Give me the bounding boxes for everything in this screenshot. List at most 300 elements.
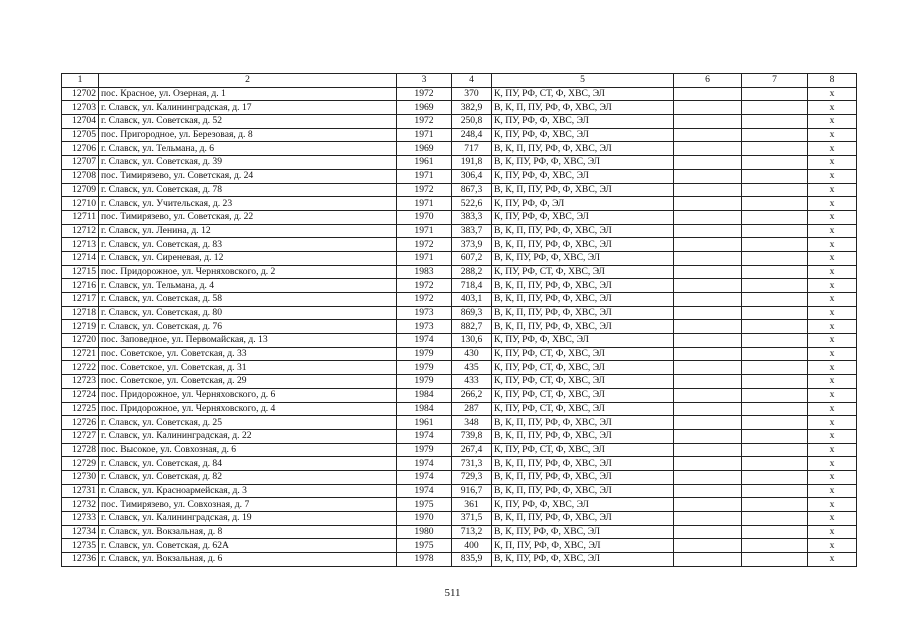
cell-col-8: х (808, 470, 857, 484)
cell-col-7 (742, 539, 808, 553)
cell-col-services: К, ПУ, РФ, СТ, Ф, ХВС, ЭЛ (492, 375, 674, 389)
cell-col-year: 1972 (397, 279, 452, 293)
cell-col-8: х (808, 334, 857, 348)
cell-col-address: г. Славск, ул. Советская, д. 58 (99, 293, 397, 307)
cell-col-year: 1971 (397, 224, 452, 238)
cell-col-6 (674, 429, 742, 443)
cell-col-area: 287 (452, 402, 492, 416)
cell-col-7 (742, 525, 808, 539)
cell-col-area: 916,7 (452, 484, 492, 498)
cell-col-area: 400 (452, 539, 492, 553)
cell-col-services: К, ПУ, РФ, СТ, Ф, ХВС, ЭЛ (492, 265, 674, 279)
cell-col-8: х (808, 224, 857, 238)
cell-col-services: В, К, П, ПУ, РФ, Ф, ХВС, ЭЛ (492, 101, 674, 115)
cell-col-services: К, ПУ, РФ, СТ, Ф, ХВС, ЭЛ (492, 388, 674, 402)
cell-col-number: 12717 (62, 293, 99, 307)
table-header-row (62, 74, 857, 88)
cell-col-6 (674, 142, 742, 156)
cell-col-8: х (808, 416, 857, 430)
table-row (62, 279, 857, 293)
table-row (62, 128, 857, 142)
cell-col-8: х (808, 251, 857, 265)
cell-col-address: г. Славск, ул. Калининградская, д. 19 (99, 512, 397, 526)
cell-col-number: 12735 (62, 539, 99, 553)
cell-col-6 (674, 251, 742, 265)
header-col-year: 3 (397, 74, 452, 88)
table-row (62, 101, 857, 115)
cell-col-7 (742, 320, 808, 334)
cell-col-8: х (808, 279, 857, 293)
table-row (62, 224, 857, 238)
cell-col-year: 1971 (397, 169, 452, 183)
cell-col-7 (742, 279, 808, 293)
cell-col-number: 12708 (62, 169, 99, 183)
cell-col-year: 1984 (397, 402, 452, 416)
table-row (62, 293, 857, 307)
cell-col-6 (674, 498, 742, 512)
cell-col-6 (674, 539, 742, 553)
cell-col-services: К, ПУ, РФ, Ф, ХВС, ЭЛ (492, 128, 674, 142)
cell-col-number: 12703 (62, 101, 99, 115)
cell-col-area: 266,2 (452, 388, 492, 402)
cell-col-6 (674, 320, 742, 334)
cell-col-address: г. Славск, ул. Советская, д. 80 (99, 306, 397, 320)
cell-col-8: х (808, 525, 857, 539)
cell-col-6 (674, 470, 742, 484)
cell-col-7 (742, 156, 808, 170)
cell-col-6 (674, 443, 742, 457)
cell-col-number: 12714 (62, 251, 99, 265)
cell-col-8: х (808, 553, 857, 567)
cell-col-7 (742, 388, 808, 402)
cell-col-year: 1974 (397, 484, 452, 498)
cell-col-number: 12709 (62, 183, 99, 197)
cell-col-area: 435 (452, 361, 492, 375)
cell-col-6 (674, 210, 742, 224)
cell-col-7 (742, 128, 808, 142)
cell-col-number: 12716 (62, 279, 99, 293)
table-row (62, 169, 857, 183)
cell-col-address: г. Славск, ул. Советская, д. 82 (99, 470, 397, 484)
cell-col-year: 1974 (397, 334, 452, 348)
cell-col-7 (742, 443, 808, 457)
table-row (62, 87, 857, 101)
cell-col-address: г. Славск, ул. Учительская, д. 23 (99, 197, 397, 211)
cell-col-address: г. Славск, ул. Советская, д. 76 (99, 320, 397, 334)
cell-col-services: В, К, П, ПУ, РФ, Ф, ХВС, ЭЛ (492, 512, 674, 526)
cell-col-area: 382,9 (452, 101, 492, 115)
table-row (62, 142, 857, 156)
cell-col-number: 12723 (62, 375, 99, 389)
cell-col-address: пос. Пригородное, ул. Березовая, д. 8 (99, 128, 397, 142)
cell-col-services: К, ПУ, РФ, СТ, Ф, ХВС, ЭЛ (492, 443, 674, 457)
cell-col-address: г. Славск, ул. Советская, д. 39 (99, 156, 397, 170)
cell-col-address: пос. Тимирязево, ул. Советская, д. 24 (99, 169, 397, 183)
cell-col-7 (742, 429, 808, 443)
cell-col-7 (742, 251, 808, 265)
table-row (62, 457, 857, 471)
cell-col-number: 12704 (62, 115, 99, 129)
cell-col-address: г. Славск, ул. Красноармейская, д. 3 (99, 484, 397, 498)
cell-col-number: 12711 (62, 210, 99, 224)
cell-col-year: 1971 (397, 128, 452, 142)
cell-col-7 (742, 470, 808, 484)
cell-col-6 (674, 169, 742, 183)
cell-col-year: 1975 (397, 539, 452, 553)
cell-col-area: 731,3 (452, 457, 492, 471)
table-row (62, 512, 857, 526)
cell-col-8: х (808, 429, 857, 443)
table-row (62, 361, 857, 375)
cell-col-number: 12726 (62, 416, 99, 430)
cell-col-8: х (808, 115, 857, 129)
cell-col-8: х (808, 320, 857, 334)
cell-col-year: 1979 (397, 375, 452, 389)
cell-col-year: 1974 (397, 429, 452, 443)
cell-col-area: 739,8 (452, 429, 492, 443)
cell-col-number: 12710 (62, 197, 99, 211)
cell-col-area: 713,2 (452, 525, 492, 539)
cell-col-services: К, ПУ, РФ, СТ, Ф, ХВС, ЭЛ (492, 347, 674, 361)
cell-col-area: 248,4 (452, 128, 492, 142)
cell-col-7 (742, 238, 808, 252)
cell-col-address: г. Славск, ул. Калининградская, д. 17 (99, 101, 397, 115)
cell-col-7 (742, 197, 808, 211)
header-col-services: 5 (492, 74, 674, 88)
table-row (62, 210, 857, 224)
cell-col-area: 718,4 (452, 279, 492, 293)
cell-col-services: К, ПУ, РФ, СТ, Ф, ХВС, ЭЛ (492, 361, 674, 375)
cell-col-6 (674, 101, 742, 115)
cell-col-7 (742, 87, 808, 101)
cell-col-year: 1983 (397, 265, 452, 279)
cell-col-services: К, ПУ, РФ, Ф, ХВС, ЭЛ (492, 210, 674, 224)
cell-col-area: 370 (452, 87, 492, 101)
cell-col-8: х (808, 128, 857, 142)
cell-col-7 (742, 512, 808, 526)
header-col-address: 2 (99, 74, 397, 88)
cell-col-number: 12733 (62, 512, 99, 526)
table-row (62, 115, 857, 129)
cell-col-year: 1972 (397, 293, 452, 307)
cell-col-address: г. Славск, ул. Сиреневая, д. 12 (99, 251, 397, 265)
cell-col-8: х (808, 210, 857, 224)
cell-col-number: 12705 (62, 128, 99, 142)
cell-col-area: 403,1 (452, 293, 492, 307)
cell-col-services: К, ПУ, РФ, Ф, ЭЛ (492, 197, 674, 211)
table-row (62, 347, 857, 361)
cell-col-area: 348 (452, 416, 492, 430)
cell-col-number: 12718 (62, 306, 99, 320)
cell-col-6 (674, 128, 742, 142)
cell-col-6 (674, 416, 742, 430)
cell-col-services: В, К, П, ПУ, РФ, Ф, ХВС, ЭЛ (492, 142, 674, 156)
header-col-6: 6 (674, 74, 742, 88)
cell-col-6 (674, 197, 742, 211)
cell-col-7 (742, 347, 808, 361)
cell-col-7 (742, 293, 808, 307)
cell-col-services: В, К, П, ПУ, РФ, Ф, ХВС, ЭЛ (492, 306, 674, 320)
cell-col-8: х (808, 402, 857, 416)
cell-col-area: 430 (452, 347, 492, 361)
table-row (62, 539, 857, 553)
cell-col-6 (674, 375, 742, 389)
cell-col-year: 1972 (397, 87, 452, 101)
cell-col-address: г. Славск, ул. Советская, д. 25 (99, 416, 397, 430)
cell-col-services: К, ПУ, РФ, Ф, ХВС, ЭЛ (492, 498, 674, 512)
cell-col-8: х (808, 142, 857, 156)
table-row (62, 265, 857, 279)
cell-col-8: х (808, 87, 857, 101)
cell-col-address: г. Славск, ул. Тельмана, д. 6 (99, 142, 397, 156)
cell-col-number: 12732 (62, 498, 99, 512)
cell-col-area: 373,9 (452, 238, 492, 252)
cell-col-year: 1961 (397, 416, 452, 430)
cell-col-number: 12707 (62, 156, 99, 170)
cell-col-area: 869,3 (452, 306, 492, 320)
cell-col-area: 729,3 (452, 470, 492, 484)
cell-col-address: г. Славск, ул. Советская, д. 83 (99, 238, 397, 252)
cell-col-6 (674, 265, 742, 279)
cell-col-services: В, К, П, ПУ, РФ, Ф, ХВС, ЭЛ (492, 293, 674, 307)
cell-col-address: г. Славск, ул. Тельмана, д. 4 (99, 279, 397, 293)
cell-col-8: х (808, 183, 857, 197)
cell-col-7 (742, 375, 808, 389)
cell-col-6 (674, 334, 742, 348)
cell-col-8: х (808, 306, 857, 320)
cell-col-number: 12729 (62, 457, 99, 471)
cell-col-area: 288,2 (452, 265, 492, 279)
cell-col-8: х (808, 375, 857, 389)
cell-col-number: 12722 (62, 361, 99, 375)
cell-col-year: 1973 (397, 306, 452, 320)
cell-col-address: пос. Придорожное, ул. Черняховского, д. 2 (99, 265, 397, 279)
table-row (62, 197, 857, 211)
cell-col-number: 12725 (62, 402, 99, 416)
table-row (62, 183, 857, 197)
cell-col-6 (674, 347, 742, 361)
cell-col-address: г. Славск, ул. Советская, д. 52 (99, 115, 397, 129)
cell-col-number: 12721 (62, 347, 99, 361)
cell-col-number: 12712 (62, 224, 99, 238)
table-row (62, 388, 857, 402)
cell-col-7 (742, 265, 808, 279)
cell-col-number: 12720 (62, 334, 99, 348)
cell-col-services: К, ПУ, РФ, СТ, Ф, ХВС, ЭЛ (492, 87, 674, 101)
cell-col-7 (742, 484, 808, 498)
cell-col-7 (742, 416, 808, 430)
table-row (62, 484, 857, 498)
cell-col-year: 1969 (397, 142, 452, 156)
cell-col-address: пос. Высокое, ул. Совхозная, д. 6 (99, 443, 397, 457)
cell-col-year: 1979 (397, 443, 452, 457)
cell-col-6 (674, 224, 742, 238)
cell-col-services: В, К, П, ПУ, РФ, Ф, ХВС, ЭЛ (492, 484, 674, 498)
cell-col-7 (742, 183, 808, 197)
table-row (62, 553, 857, 567)
cell-col-address: пос. Тимирязево, ул. Советская, д. 22 (99, 210, 397, 224)
cell-col-8: х (808, 156, 857, 170)
cell-col-8: х (808, 101, 857, 115)
header-col-number: 1 (62, 74, 99, 88)
cell-col-address: г. Славск, ул. Ленина, д. 12 (99, 224, 397, 238)
cell-col-6 (674, 457, 742, 471)
cell-col-address: пос. Красное, ул. Озерная, д. 1 (99, 87, 397, 101)
cell-col-services: К, ПУ, РФ, СТ, Ф, ХВС, ЭЛ (492, 402, 674, 416)
table-row (62, 251, 857, 265)
cell-col-number: 12730 (62, 470, 99, 484)
cell-col-year: 1973 (397, 320, 452, 334)
cell-col-number: 12702 (62, 87, 99, 101)
cell-col-6 (674, 293, 742, 307)
table-row (62, 470, 857, 484)
cell-col-services: В, К, П, ПУ, РФ, Ф, ХВС, ЭЛ (492, 320, 674, 334)
cell-col-year: 1970 (397, 512, 452, 526)
cell-col-address: г. Славск, ул. Советская, д. 78 (99, 183, 397, 197)
cell-col-year: 1979 (397, 361, 452, 375)
cell-col-services: В, К, П, ПУ, РФ, Ф, ХВС, ЭЛ (492, 279, 674, 293)
cell-col-year: 1980 (397, 525, 452, 539)
cell-col-services: В, К, П, ПУ, РФ, Ф, ХВС, ЭЛ (492, 183, 674, 197)
cell-col-6 (674, 156, 742, 170)
cell-col-7 (742, 498, 808, 512)
cell-col-address: пос. Советское, ул. Советская, д. 33 (99, 347, 397, 361)
header-col-area: 4 (452, 74, 492, 88)
cell-col-8: х (808, 512, 857, 526)
cell-col-year: 1970 (397, 210, 452, 224)
cell-col-7 (742, 142, 808, 156)
header-col-8: 8 (808, 74, 857, 88)
table-body (62, 87, 857, 566)
cell-col-6 (674, 512, 742, 526)
cell-col-area: 607,2 (452, 251, 492, 265)
cell-col-6 (674, 279, 742, 293)
cell-col-number: 12736 (62, 553, 99, 567)
table-row (62, 156, 857, 170)
cell-col-address: пос. Придорожное, ул. Черняховского, д. 6 (99, 388, 397, 402)
cell-col-8: х (808, 347, 857, 361)
table-row (62, 498, 857, 512)
cell-col-8: х (808, 388, 857, 402)
cell-col-services: В, К, ПУ, РФ, Ф, ХВС, ЭЛ (492, 525, 674, 539)
table-row (62, 306, 857, 320)
cell-col-address: пос. Заповедное, ул. Первомайская, д. 13 (99, 334, 397, 348)
cell-col-address: пос. Советское, ул. Советская, д. 29 (99, 375, 397, 389)
cell-col-area: 882,7 (452, 320, 492, 334)
cell-col-address: г. Славск, ул. Советская, д. 62А (99, 539, 397, 553)
cell-col-6 (674, 238, 742, 252)
table-row (62, 416, 857, 430)
cell-col-year: 1971 (397, 251, 452, 265)
cell-col-year: 1978 (397, 553, 452, 567)
cell-col-year: 1974 (397, 470, 452, 484)
cell-col-number: 12706 (62, 142, 99, 156)
cell-col-6 (674, 402, 742, 416)
cell-col-area: 361 (452, 498, 492, 512)
cell-col-address: г. Славск, ул. Калининградская, д. 22 (99, 429, 397, 443)
cell-col-services: В, К, П, ПУ, РФ, Ф, ХВС, ЭЛ (492, 238, 674, 252)
cell-col-number: 12727 (62, 429, 99, 443)
cell-col-services: В, К, П, ПУ, РФ, Ф, ХВС, ЭЛ (492, 429, 674, 443)
cell-col-7 (742, 402, 808, 416)
cell-col-area: 867,3 (452, 183, 492, 197)
cell-col-services: В, К, П, ПУ, РФ, Ф, ХВС, ЭЛ (492, 416, 674, 430)
cell-col-services: В, К, ПУ, РФ, Ф, ХВС, ЭЛ (492, 156, 674, 170)
cell-col-8: х (808, 293, 857, 307)
cell-col-year: 1972 (397, 183, 452, 197)
cell-col-8: х (808, 443, 857, 457)
cell-col-7 (742, 169, 808, 183)
cell-col-year: 1972 (397, 238, 452, 252)
cell-col-6 (674, 525, 742, 539)
cell-col-area: 267,4 (452, 443, 492, 457)
cell-col-area: 130,6 (452, 334, 492, 348)
table-row (62, 525, 857, 539)
header-col-7: 7 (742, 74, 808, 88)
cell-col-area: 522,6 (452, 197, 492, 211)
cell-col-address: пос. Советское, ул. Советская, д. 31 (99, 361, 397, 375)
cell-col-6 (674, 183, 742, 197)
cell-col-area: 433 (452, 375, 492, 389)
cell-col-address: г. Славск, ул. Вокзальная, д. 8 (99, 525, 397, 539)
cell-col-8: х (808, 457, 857, 471)
cell-col-year: 1971 (397, 197, 452, 211)
cell-col-address: г. Славск, ул. Вокзальная, д. 6 (99, 553, 397, 567)
table-row (62, 238, 857, 252)
table-row (62, 375, 857, 389)
cell-col-number: 12724 (62, 388, 99, 402)
page-number: 511 (444, 587, 461, 599)
cell-col-services: В, К, П, ПУ, РФ, Ф, ХВС, ЭЛ (492, 470, 674, 484)
cell-col-address: пос. Тимирязево, ул. Совхозная, д. 7 (99, 498, 397, 512)
data-table (61, 73, 857, 567)
cell-col-area: 835,9 (452, 553, 492, 567)
cell-col-year: 1975 (397, 498, 452, 512)
cell-col-number: 12734 (62, 525, 99, 539)
cell-col-number: 12731 (62, 484, 99, 498)
cell-col-6 (674, 361, 742, 375)
cell-col-area: 250,8 (452, 115, 492, 129)
cell-col-area: 717 (452, 142, 492, 156)
cell-col-area: 383,3 (452, 210, 492, 224)
cell-col-services: К, ПУ, РФ, Ф, ХВС, ЭЛ (492, 115, 674, 129)
cell-col-year: 1984 (397, 388, 452, 402)
cell-col-number: 12715 (62, 265, 99, 279)
cell-col-6 (674, 115, 742, 129)
cell-col-7 (742, 306, 808, 320)
cell-col-address: пос. Придорожное, ул. Черняховского, д. 4 (99, 402, 397, 416)
cell-col-8: х (808, 265, 857, 279)
cell-col-services: В, К, ПУ, РФ, Ф, ХВС, ЭЛ (492, 251, 674, 265)
cell-col-7 (742, 334, 808, 348)
cell-col-7 (742, 224, 808, 238)
cell-col-8: х (808, 238, 857, 252)
cell-col-6 (674, 484, 742, 498)
cell-col-8: х (808, 361, 857, 375)
cell-col-number: 12719 (62, 320, 99, 334)
cell-col-services: К, ПУ, РФ, Ф, ХВС, ЭЛ (492, 169, 674, 183)
cell-col-services: К, П, ПУ, РФ, Ф, ХВС, ЭЛ (492, 539, 674, 553)
cell-col-8: х (808, 498, 857, 512)
cell-col-6 (674, 388, 742, 402)
cell-col-7 (742, 457, 808, 471)
cell-col-8: х (808, 539, 857, 553)
table-row (62, 320, 857, 334)
cell-col-year: 1974 (397, 457, 452, 471)
cell-col-address: г. Славск, ул. Советская, д. 84 (99, 457, 397, 471)
cell-col-services: В, К, П, ПУ, РФ, Ф, ХВС, ЭЛ (492, 224, 674, 238)
table-row (62, 443, 857, 457)
